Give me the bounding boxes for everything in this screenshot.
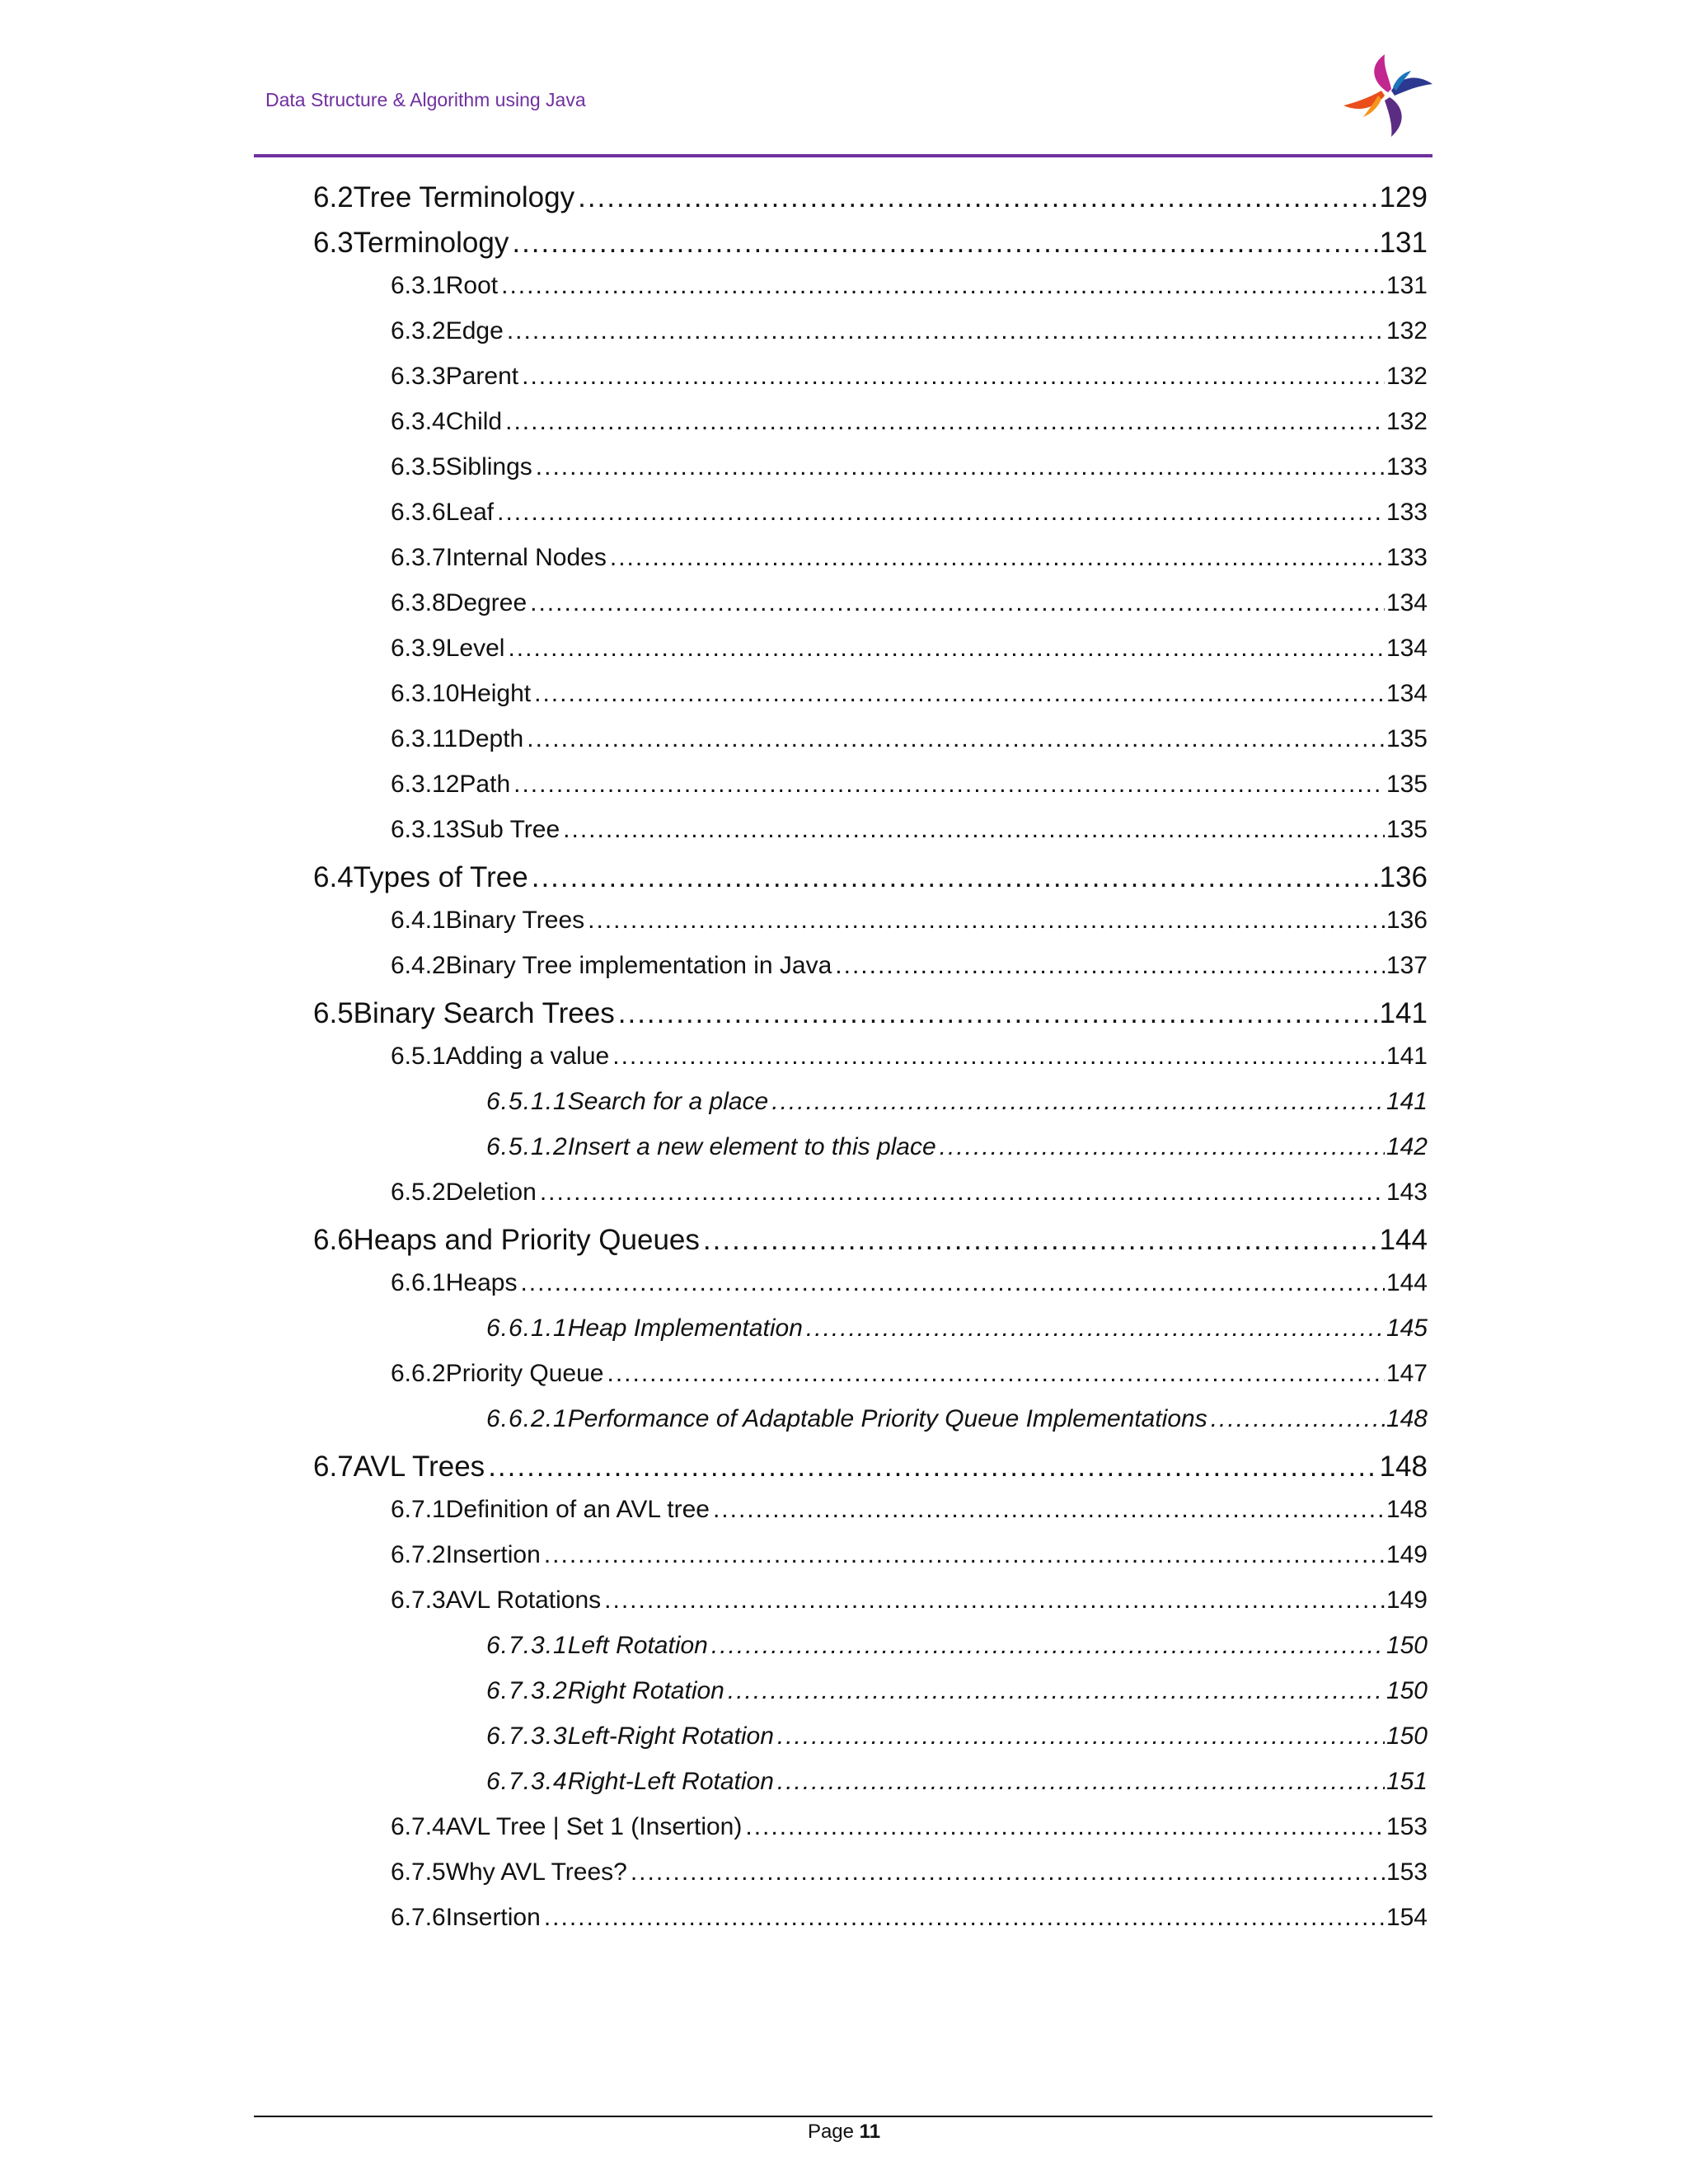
toc-entry-number: 6.6 (313, 1224, 354, 1256)
header-divider (254, 154, 1432, 157)
toc-entry-number: 6.5 (313, 997, 354, 1029)
toc-entry-page: 135 (1386, 816, 1428, 843)
toc-entry-title: Definition of an AVL tree (445, 1496, 710, 1523)
toc-entry-page: 149 (1386, 1541, 1428, 1568)
toc-entry-page: 153 (1386, 1813, 1428, 1840)
toc-entry-title: Siblings (445, 453, 532, 480)
toc-entry-number: 6.5.2 (391, 1179, 446, 1206)
toc-entry-number: 6.7.3.3 (486, 1722, 568, 1750)
toc-entry[interactable] (313, 997, 1428, 1030)
toc-entry[interactable] (391, 725, 1428, 753)
toc-entry-page: 144 (1386, 1269, 1428, 1296)
toc-entry-number: 6.6.1 (391, 1269, 446, 1296)
toc-entry[interactable] (313, 1451, 1428, 1483)
toc-entry[interactable] (391, 1043, 1428, 1071)
toc-entry-title: Internal Nodes (445, 544, 607, 571)
toc-entry-number: 6.7.3 (391, 1586, 446, 1614)
toc-entry[interactable] (391, 1541, 1428, 1569)
toc-entry-title: AVL Trees (353, 1451, 485, 1483)
toc-dot-leader (578, 181, 1377, 214)
toc-entry[interactable] (391, 272, 1428, 300)
toc-entry-title: Tree Terminology (353, 181, 575, 213)
toc-entry[interactable] (391, 1858, 1428, 1886)
toc-entry[interactable] (391, 1179, 1428, 1207)
toc-entry-number: 6.3.5 (391, 453, 446, 480)
toc-entry-number: 6.6.2 (391, 1360, 446, 1387)
toc-entry[interactable] (391, 1269, 1428, 1297)
toc-entry-number: 6.5.1.1 (486, 1088, 568, 1115)
toc-entry[interactable] (391, 544, 1428, 572)
toc-entry-number: 6.3.11 (391, 725, 458, 752)
toc-entry-title: Leaf (445, 499, 495, 526)
toc-entry[interactable] (313, 227, 1428, 260)
toc-entry[interactable] (391, 952, 1428, 980)
toc-dot-leader (713, 1496, 1385, 1524)
toc-entry[interactable] (391, 1586, 1428, 1615)
toc-entry-title: Insertion (445, 1904, 541, 1931)
toc-entry-number: 6.3.1 (391, 272, 446, 299)
toc-entry-title: Depth (457, 725, 524, 752)
toc-dot-leader (536, 453, 1385, 481)
toc-entry-page: 134 (1386, 589, 1428, 616)
toc-dot-leader (940, 1133, 1385, 1161)
toc-entry-number: 6.3.12 (391, 771, 460, 798)
toc-entry-title: Why AVL Trees? (445, 1858, 627, 1886)
toc-entry-number: 6.4.2 (391, 952, 446, 979)
toc-entry-title: Child (445, 408, 503, 435)
toc-entry-page: 132 (1386, 317, 1428, 344)
toc-entry-title: Insert a new element to this place (567, 1133, 936, 1160)
toc-entry-page: 154 (1386, 1904, 1428, 1931)
toc-entry[interactable] (391, 907, 1428, 935)
toc-entry-title: Binary Trees (445, 907, 585, 934)
toc-entry-number: 6.3.10 (391, 680, 460, 707)
toc-entry-number: 6.5.1 (391, 1043, 446, 1070)
toc-entry[interactable] (486, 1133, 1428, 1161)
toc-entry-number: 6.7 (313, 1451, 354, 1483)
toc-entry-number: 6.7.3.2 (486, 1677, 568, 1704)
toc-entry[interactable] (391, 408, 1428, 436)
toc-dot-leader (534, 680, 1385, 708)
toc-dot-leader (835, 952, 1385, 980)
toc-dot-leader (563, 816, 1385, 844)
toc-dot-leader (771, 1088, 1385, 1116)
toc-entry-page: 134 (1386, 680, 1428, 707)
toc-entry-title: Sub Tree (459, 816, 560, 843)
toc-entry-number: 6.7.3.4 (486, 1768, 568, 1795)
toc-dot-leader (610, 544, 1385, 572)
toc-entry-page: 129 (1379, 181, 1428, 213)
toc-entry-title: Performance of Adaptable Priority Queue Implementations (567, 1405, 1207, 1432)
toc-dot-leader (544, 1541, 1385, 1569)
toc-entry[interactable] (391, 499, 1428, 527)
toc-entry-title: Root (445, 272, 499, 299)
toc-entry-title: Priority Queue (445, 1360, 604, 1387)
toc-dot-leader (711, 1632, 1385, 1660)
toc-entry-number: 6.3.13 (391, 816, 460, 843)
toc-dot-leader (745, 1813, 1385, 1841)
toc-dot-leader (501, 272, 1385, 300)
toc-dot-leader (618, 997, 1378, 1030)
toc-entry-page: 150 (1386, 1722, 1428, 1750)
toc-entry-title: Heap Implementation (567, 1315, 803, 1342)
toc-entry-page: 141 (1386, 1043, 1428, 1070)
toc-entry-page: 145 (1386, 1315, 1428, 1342)
page-number: 11 (859, 2121, 881, 2143)
toc-dot-leader (777, 1768, 1385, 1796)
toc-entry[interactable] (486, 1315, 1428, 1343)
toc-entry-page: 141 (1386, 1088, 1428, 1115)
toc-entry-page: 143 (1386, 1179, 1428, 1206)
toc-dot-leader (527, 725, 1385, 753)
toc-entry-number: 6.6.2.1 (486, 1405, 568, 1432)
toc-dot-leader (513, 771, 1385, 799)
toc-entry-title: Left Rotation (567, 1632, 708, 1659)
toc-entry-number: 6.7.3.1 (486, 1632, 568, 1659)
header-title: Data Structure & Algorithm using Java (265, 89, 586, 110)
toc-dot-leader (507, 317, 1385, 345)
toc-entry[interactable] (391, 317, 1428, 345)
toc-entry-page: 136 (1386, 907, 1428, 934)
toc-dot-leader (488, 1451, 1377, 1483)
toc-entry-page: 144 (1379, 1224, 1428, 1256)
toc-entry-page: 137 (1386, 952, 1428, 979)
toc-entry-page: 132 (1386, 363, 1428, 390)
toc-entry[interactable] (391, 453, 1428, 481)
toc-entry-title: Heaps and Priority Queues (353, 1224, 700, 1256)
toc-entry[interactable] (486, 1405, 1428, 1433)
toc-dot-leader (604, 1586, 1385, 1615)
toc-entry-page: 151 (1386, 1768, 1428, 1795)
toc-entry-page: 148 (1379, 1451, 1428, 1483)
toc-entry-title: Right Rotation (567, 1677, 724, 1704)
toc-entry-title: Path (459, 771, 511, 798)
publisher-logo-icon (1342, 51, 1434, 138)
footer-divider (254, 2116, 1432, 2117)
toc-entry-page: 136 (1379, 861, 1428, 893)
toc-entry-page: 133 (1386, 499, 1428, 526)
toc-entry-page: 131 (1379, 227, 1428, 259)
toc-dot-leader (530, 589, 1385, 617)
toc-entry-page: 131 (1386, 272, 1428, 299)
toc-entry-title: Types of Tree (353, 861, 528, 893)
toc-entry-page: 150 (1386, 1632, 1428, 1659)
toc-dot-leader (806, 1315, 1385, 1343)
toc-entry-title: Edge (445, 317, 504, 344)
toc-entry-page: 133 (1386, 544, 1428, 571)
toc-dot-leader (607, 1360, 1384, 1388)
toc-entry-number: 6.7.2 (391, 1541, 446, 1568)
page-label: Page (807, 2121, 854, 2143)
toc-dot-leader (777, 1722, 1385, 1750)
toc-dot-leader (728, 1677, 1385, 1705)
toc-entry-title: AVL Rotations (445, 1586, 602, 1614)
toc-entry[interactable] (486, 1722, 1428, 1750)
toc-dot-leader (631, 1858, 1385, 1886)
toc-dot-leader (588, 907, 1385, 935)
toc-dot-leader (512, 227, 1377, 260)
toc-entry-title: Adding a value (445, 1043, 610, 1070)
toc-entry-number: 6.7.4 (391, 1813, 446, 1840)
toc-entry[interactable] (313, 1224, 1428, 1257)
toc-entry-title: Level (445, 635, 505, 662)
toc-entry[interactable] (313, 181, 1428, 214)
toc-dot-leader (703, 1224, 1378, 1257)
toc-entry-number: 6.7.6 (391, 1904, 446, 1931)
toc-entry[interactable] (391, 816, 1428, 844)
toc-entry[interactable] (391, 363, 1428, 391)
toc-entry-number: 6.3 (313, 227, 354, 259)
toc-entry-title: Binary Search Trees (353, 997, 615, 1029)
toc-entry-title: Degree (445, 589, 528, 616)
toc-entry-page: 134 (1386, 635, 1428, 662)
toc-entry-number: 6.2 (313, 181, 354, 213)
toc-dot-leader (508, 635, 1384, 663)
toc-entry-title: Terminology (353, 227, 509, 259)
toc-dot-leader (520, 1269, 1384, 1297)
toc-entry[interactable] (391, 1360, 1428, 1388)
toc-entry-number: 6.4 (313, 861, 354, 893)
toc-entry[interactable] (486, 1632, 1428, 1660)
toc-dot-leader (612, 1043, 1385, 1071)
toc-entry-number: 6.3.4 (391, 408, 446, 435)
toc-entry-page: 132 (1386, 408, 1428, 435)
toc-entry-title: Parent (445, 363, 519, 390)
toc-entry-title: Insertion (445, 1541, 541, 1568)
toc-entry[interactable] (391, 771, 1428, 799)
toc-dot-leader (532, 861, 1378, 894)
toc-entry-title: Left-Right Rotation (567, 1722, 774, 1750)
toc-entry-title: Deletion (445, 1179, 537, 1206)
toc-entry-title: Binary Tree implementation in Java (445, 952, 832, 979)
toc-entry-number: 6.3.8 (391, 589, 446, 616)
toc-entry[interactable] (486, 1677, 1428, 1705)
toc-dot-leader (540, 1179, 1385, 1207)
toc-entry-number: 6.4.1 (391, 907, 446, 934)
toc-entry-page: 147 (1386, 1360, 1428, 1387)
toc-entry[interactable] (391, 680, 1428, 708)
toc-entry[interactable] (313, 861, 1428, 894)
toc-dot-leader (505, 408, 1385, 436)
toc-entry-page: 141 (1379, 997, 1428, 1029)
toc-entry-page: 150 (1386, 1677, 1428, 1704)
toc-entry-page: 142 (1386, 1133, 1428, 1160)
toc-entry-number: 6.7.5 (391, 1858, 446, 1886)
toc-entry-page: 149 (1386, 1586, 1428, 1614)
toc-entry-number: 6.7.1 (391, 1496, 446, 1523)
toc-entry-page: 148 (1386, 1496, 1428, 1523)
toc-entry-number: 6.3.3 (391, 363, 446, 390)
toc-dot-leader (497, 499, 1385, 527)
toc-entry-page: 133 (1386, 453, 1428, 480)
toc-entry-page: 135 (1386, 725, 1428, 752)
toc-entry-title: Search for a place (567, 1088, 769, 1115)
toc-entry-page: 148 (1386, 1405, 1428, 1432)
toc-entry-number: 6.3.9 (391, 635, 446, 662)
toc-entry-number: 6.3.6 (391, 499, 446, 526)
toc-entry-page: 153 (1386, 1858, 1428, 1886)
toc-entry-title: Heaps (445, 1269, 518, 1296)
toc-entry[interactable] (391, 635, 1428, 663)
toc-entry[interactable] (486, 1768, 1428, 1796)
toc-entry[interactable] (391, 1496, 1428, 1524)
toc-entry[interactable] (391, 1904, 1428, 1932)
toc-dot-leader (1211, 1405, 1385, 1433)
toc-entry-number: 6.5.1.2 (486, 1133, 568, 1160)
toc-dot-leader (522, 363, 1385, 391)
toc-entry-title: Height (459, 680, 532, 707)
toc-entry-number: 6.6.1.1 (486, 1315, 568, 1342)
toc-entry-page: 135 (1386, 771, 1428, 798)
page-number-label (0, 2121, 1688, 2144)
toc-entry-number: 6.3.2 (391, 317, 446, 344)
toc-entry[interactable] (391, 1813, 1428, 1841)
toc-dot-leader (544, 1904, 1385, 1932)
toc-entry-number: 6.3.7 (391, 544, 446, 571)
toc-entry-title: Right-Left Rotation (567, 1768, 774, 1795)
toc-entry[interactable] (391, 589, 1428, 617)
toc-entry-title: AVL Tree | Set 1 (Insertion) (445, 1813, 743, 1840)
toc-entry[interactable] (486, 1088, 1428, 1116)
